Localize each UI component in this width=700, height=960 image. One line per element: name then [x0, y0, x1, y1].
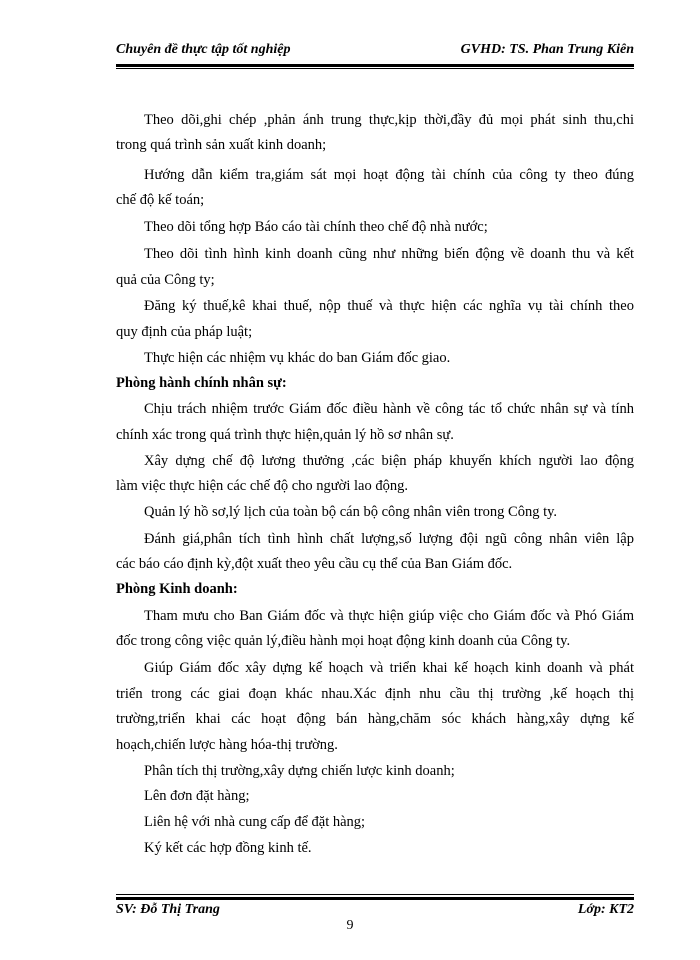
- footer-student: SV: Đỗ Thị Trang: [116, 902, 220, 917]
- text-line: hoạch,chiến lược hàng hóa-thị trường.: [116, 737, 338, 753]
- text-line: Theo dõi tình hình kinh doanh cũng như những biến động về doanh thu và kết: [144, 246, 634, 262]
- text-line: Theo dõi,ghi chép ,phản ánh trung thực,kịp thời,đầy đủ mọi phát sinh thu,chi: [144, 112, 634, 128]
- section-heading-sales: Phòng Kinh doanh:: [116, 581, 238, 597]
- text-line: trường,triển khai các hoạt động bán hàng,chăm sóc khách hàng,xây dựng kế: [116, 711, 634, 727]
- header-rule-thin: [116, 68, 634, 69]
- text-line: triển trong các giai đoạn khác nhau.Xác định nhu cầu thị trường ,kế hoạch thị: [116, 686, 634, 702]
- text-line: Đăng ký thuế,kê khai thuế, nộp thuế và thực hiện các nghĩa vụ tài chính theo: [144, 298, 634, 314]
- text-line: quả của Công ty;: [116, 272, 215, 288]
- page-header: [116, 38, 634, 64]
- text-line: đốc trong công việc quản lý,điều hành mọi hoạt động kinh doanh của Công ty.: [116, 633, 571, 649]
- text-line: Liên hệ với nhà cung cấp để đặt hàng;: [144, 814, 366, 830]
- text-line: chế độ kế toán;: [116, 192, 205, 208]
- text-line: Chịu trách nhiệm trước Giám đốc điều hành về công tác tổ chức nhân sự và tính: [144, 401, 634, 417]
- header-title: Chuyên đề thực tập tốt nghiệp: [116, 42, 291, 57]
- text-line: Tham mưu cho Ban Giám đốc và thực hiện giúp việc cho Giám đốc và Phó Giám: [144, 608, 634, 624]
- header-supervisor: GVHD: TS. Phan Trung Kiên: [460, 42, 634, 57]
- text-line: chính xác trong quá trình thực hiện,quản lý hồ sơ nhân sự.: [116, 427, 454, 443]
- text-line: Giúp Giám đốc xây dựng kế hoạch và triển khai kế hoạch kinh doanh và phát: [144, 660, 634, 676]
- text-line: trong quá trình sản xuất kinh doanh;: [116, 137, 327, 153]
- page-number: 9: [346, 918, 354, 933]
- text-line: Theo dõi tổng hợp Báo cáo tài chính theo chế độ nhà nước;: [144, 219, 488, 235]
- section-heading-hr: Phòng hành chính nhân sự:: [116, 375, 287, 391]
- text-line: Xây dựng chế độ lương thưởng ,các biện pháp khuyến khích người lao động: [144, 453, 634, 469]
- text-line: Ký kết các hợp đồng kinh tế.: [144, 840, 312, 856]
- text-line: Hướng dẫn kiểm tra,giám sát mọi hoạt động tài chính của công ty theo đúng: [144, 167, 634, 183]
- text-line: Đánh giá,phân tích tình hình chất lượng,số lượng đội ngũ công nhân viên lập: [144, 531, 634, 547]
- text-line: Phân tích thị trường,xây dựng chiến lược kinh doanh;: [144, 763, 455, 779]
- text-line: làm việc thực hiện các chế độ cho người lao động.: [116, 478, 408, 494]
- text-line: Quản lý hồ sơ,lý lịch của toàn bộ cán bộ công nhân viên trong Công ty.: [144, 504, 558, 520]
- text-line: Lên đơn đặt hàng;: [144, 788, 250, 804]
- text-line: Thực hiện các nhiệm vụ khác do ban Giám đốc giao.: [144, 350, 451, 366]
- text-line: các báo cáo định kỳ,đột xuất theo yêu cầu cụ thể của Ban Giám đốc.: [116, 556, 513, 572]
- footer-rule-thin: [116, 894, 634, 895]
- header-rule-thick: [116, 64, 634, 67]
- footer-class: Lớp: KT2: [577, 902, 634, 917]
- text-line: quy định của pháp luật;: [116, 324, 253, 340]
